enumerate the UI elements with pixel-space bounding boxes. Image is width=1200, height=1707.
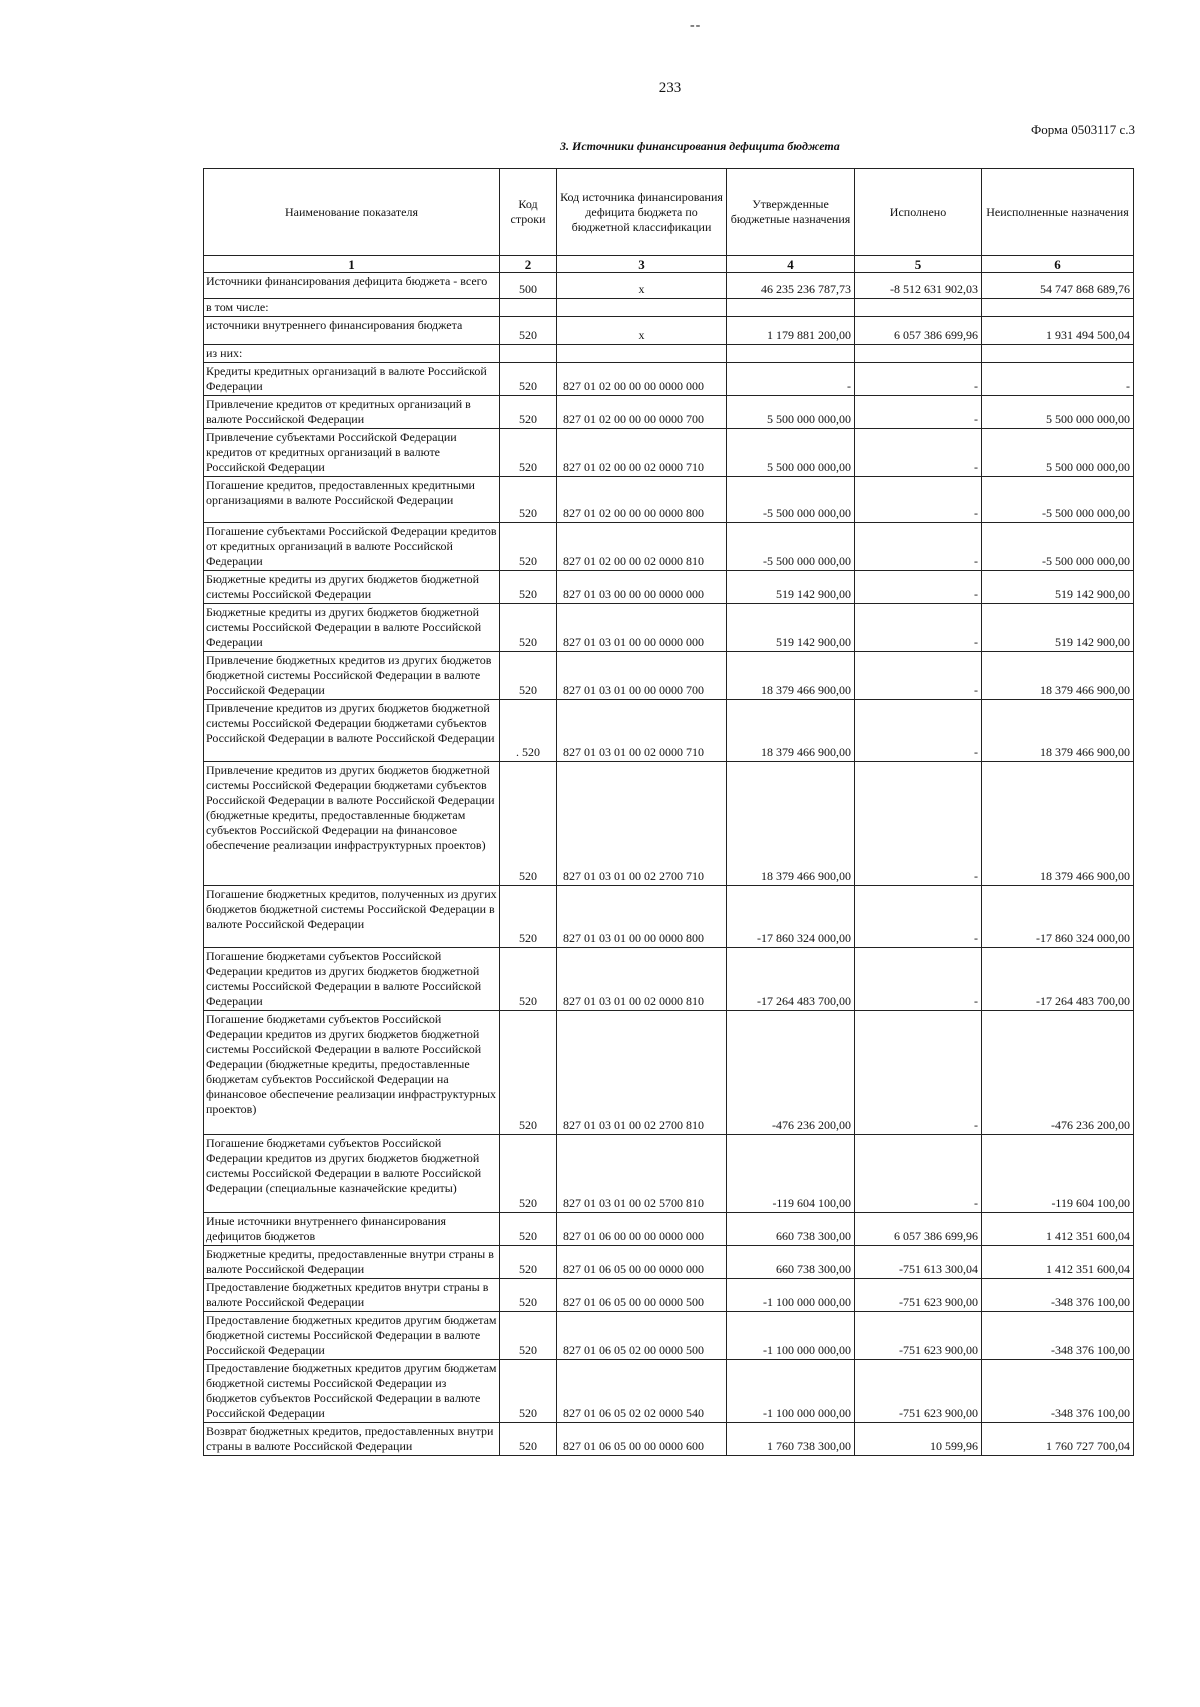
executed-amount: - <box>855 363 982 396</box>
unexecuted-amount: 519 142 900,00 <box>982 571 1134 604</box>
table-row <box>204 299 1134 317</box>
source-code: x <box>557 317 727 345</box>
approved-amount: -5 500 000 000,00 <box>727 477 855 523</box>
top-dash-mark: -- <box>690 18 702 33</box>
executed-amount: - <box>855 396 982 429</box>
approved-amount: 5 500 000 000,00 <box>727 429 855 477</box>
source-code: 827 01 06 05 02 02 0000 540 <box>557 1360 727 1423</box>
table-row <box>204 345 1134 363</box>
table-row <box>204 273 1134 299</box>
header-source-code: Код источника финансирования дефицита бюджета по бюджетной классификации <box>557 169 727 256</box>
approved-amount: -476 236 200,00 <box>727 1011 855 1135</box>
line-code: 520 <box>500 886 557 948</box>
table-row <box>204 571 1134 604</box>
executed-amount <box>855 345 982 363</box>
executed-amount: -751 623 900,00 <box>855 1360 982 1423</box>
source-code: 827 01 02 00 00 00 0000 700 <box>557 396 727 429</box>
indicator-name: Источники финансирования дефицита бюджета - всего <box>204 273 500 299</box>
indicator-name: Предоставление бюджетных кредитов внутри страны в валюте Российской Федерации <box>204 1279 500 1312</box>
table-row <box>204 1011 1134 1135</box>
column-number: 4 <box>727 256 855 273</box>
approved-amount <box>727 299 855 317</box>
column-number: 2 <box>500 256 557 273</box>
executed-amount: - <box>855 429 982 477</box>
indicator-name: Привлечение субъектами Российской Федерации кредитов от кредитных организаций в валюте Российской Федерации <box>204 429 500 477</box>
line-code: 520 <box>500 1011 557 1135</box>
source-code: 827 01 03 01 00 00 0000 800 <box>557 886 727 948</box>
approved-amount: -1 100 000 000,00 <box>727 1312 855 1360</box>
table-row <box>204 429 1134 477</box>
executed-amount: -751 613 300,04 <box>855 1246 982 1279</box>
indicator-name: в том числе: <box>204 299 500 317</box>
table-row <box>204 396 1134 429</box>
unexecuted-amount: -17 264 483 700,00 <box>982 948 1134 1011</box>
column-number: 3 <box>557 256 727 273</box>
approved-amount: -17 860 324 000,00 <box>727 886 855 948</box>
source-code: 827 01 06 05 00 00 0000 000 <box>557 1246 727 1279</box>
source-code: 827 01 02 00 00 02 0000 810 <box>557 523 727 571</box>
approved-amount: 18 379 466 900,00 <box>727 652 855 700</box>
line-code: 520 <box>500 762 557 886</box>
line-code: 520 <box>500 1213 557 1246</box>
column-number: 1 <box>204 256 500 273</box>
executed-amount: -751 623 900,00 <box>855 1279 982 1312</box>
table-row <box>204 1423 1134 1456</box>
executed-amount: - <box>855 571 982 604</box>
indicator-name: Погашение бюджетами субъектов Российской Федерации кредитов из других бюджетов бюджетной системы Российской Федерации в валюте Российской Федерации (специальные казначейские кредиты) <box>204 1135 500 1213</box>
executed-amount: - <box>855 700 982 762</box>
indicator-name: Возврат бюджетных кредитов, предоставленных внутри страны в валюте Российской Федерации <box>204 1423 500 1456</box>
approved-amount: 46 235 236 787,73 <box>727 273 855 299</box>
executed-amount: 6 057 386 699,96 <box>855 1213 982 1246</box>
header-approved: Утвержденные бюджетные назначения <box>727 169 855 256</box>
source-code: 827 01 03 00 00 00 0000 000 <box>557 571 727 604</box>
indicator-name: Иные источники внутреннего финансирования дефицитов бюджетов <box>204 1213 500 1246</box>
approved-amount: 1 179 881 200,00 <box>727 317 855 345</box>
source-code: 827 01 02 00 00 00 0000 000 <box>557 363 727 396</box>
approved-amount: -1 100 000 000,00 <box>727 1279 855 1312</box>
approved-amount: -5 500 000 000,00 <box>727 523 855 571</box>
indicator-name: Погашение бюджетных кредитов, полученных из других бюджетов бюджетной системы Российской Федерации в валюте Российской Федерации <box>204 886 500 948</box>
section-title: 3. Источники финансирования дефицита бюджета <box>560 139 840 153</box>
executed-amount: - <box>855 1135 982 1213</box>
approved-amount: -17 264 483 700,00 <box>727 948 855 1011</box>
line-code: 520 <box>500 1423 557 1456</box>
table-row <box>204 1246 1134 1279</box>
unexecuted-amount: -348 376 100,00 <box>982 1279 1134 1312</box>
source-code: 827 01 06 05 00 00 0000 500 <box>557 1279 727 1312</box>
header-unexecuted: Неисполненные назначения <box>982 169 1134 256</box>
approved-amount: 519 142 900,00 <box>727 571 855 604</box>
source-code: 827 01 03 01 00 00 0000 700 <box>557 652 727 700</box>
unexecuted-amount: 1 412 351 600,04 <box>982 1246 1134 1279</box>
indicator-name: Привлечение кредитов из других бюджетов бюджетной системы Российской Федерации бюджетами субъектов Российской Федерации в валюте Российской Федерации <box>204 700 500 762</box>
table-row <box>204 1279 1134 1312</box>
header-indicator-name: Наименование показателя <box>204 169 500 256</box>
source-code: 827 01 06 05 02 00 0000 500 <box>557 1312 727 1360</box>
unexecuted-amount: 18 379 466 900,00 <box>982 652 1134 700</box>
indicator-name: Привлечение кредитов из других бюджетов бюджетной системы Российской Федерации бюджетами субъектов Российской Федерации в валюте Российской Федерации (бюджетные кредиты, предоставленные бюджетам субъектов Российской Федерации на финансовое обеспечение реализации инфраструктурных проектов) <box>204 762 500 886</box>
approved-amount: 18 379 466 900,00 <box>727 700 855 762</box>
source-code: 827 01 03 01 00 00 0000 000 <box>557 604 727 652</box>
line-code: 520 <box>500 652 557 700</box>
table-body <box>204 273 1134 1456</box>
indicator-name: из них: <box>204 345 500 363</box>
unexecuted-amount: - <box>982 363 1134 396</box>
line-code: 520 <box>500 1312 557 1360</box>
source-code: 827 01 03 01 00 02 0000 810 <box>557 948 727 1011</box>
approved-amount: -119 604 100,00 <box>727 1135 855 1213</box>
line-code <box>500 299 557 317</box>
source-code: x <box>557 273 727 299</box>
approved-amount: -1 100 000 000,00 <box>727 1360 855 1423</box>
source-code: 827 01 02 00 00 00 0000 800 <box>557 477 727 523</box>
table-header-row <box>204 169 1134 256</box>
line-code: . 520 <box>500 700 557 762</box>
table-row <box>204 363 1134 396</box>
source-code: 827 01 03 01 00 02 0000 710 <box>557 700 727 762</box>
source-code: 827 01 02 00 00 02 0000 710 <box>557 429 727 477</box>
executed-amount: -8 512 631 902,03 <box>855 273 982 299</box>
executed-amount: 10 599,96 <box>855 1423 982 1456</box>
approved-amount: - <box>727 363 855 396</box>
unexecuted-amount <box>982 299 1134 317</box>
line-code: 520 <box>500 396 557 429</box>
line-code: 500 <box>500 273 557 299</box>
line-code: 520 <box>500 571 557 604</box>
line-code: 520 <box>500 948 557 1011</box>
unexecuted-amount: 5 500 000 000,00 <box>982 429 1134 477</box>
approved-amount: 519 142 900,00 <box>727 604 855 652</box>
unexecuted-amount: 18 379 466 900,00 <box>982 700 1134 762</box>
source-code <box>557 299 727 317</box>
executed-amount: -751 623 900,00 <box>855 1312 982 1360</box>
form-reference: Форма 0503117 с.3 <box>1030 122 1135 137</box>
executed-amount <box>855 299 982 317</box>
header-executed: Исполнено <box>855 169 982 256</box>
table-row <box>204 317 1134 345</box>
line-code: 520 <box>500 1135 557 1213</box>
unexecuted-amount: 1 412 351 600,04 <box>982 1213 1134 1246</box>
table-row <box>204 477 1134 523</box>
indicator-name: Привлечение кредитов от кредитных организаций в валюте Российской Федерации <box>204 396 500 429</box>
approved-amount: 5 500 000 000,00 <box>727 396 855 429</box>
indicator-name: Бюджетные кредиты из других бюджетов бюджетной системы Российской Федерации <box>204 571 500 604</box>
approved-amount: 18 379 466 900,00 <box>727 762 855 886</box>
executed-amount: - <box>855 1011 982 1135</box>
unexecuted-amount: 18 379 466 900,00 <box>982 762 1134 886</box>
source-code <box>557 345 727 363</box>
source-code: 827 01 06 05 00 00 0000 600 <box>557 1423 727 1456</box>
indicator-name: Погашение субъектами Российской Федерации кредитов от кредитных организаций в валюте Российской Федерации <box>204 523 500 571</box>
source-code: 827 01 03 01 00 02 2700 710 <box>557 762 727 886</box>
unexecuted-amount: -5 500 000 000,00 <box>982 523 1134 571</box>
unexecuted-amount: 1 931 494 500,04 <box>982 317 1134 345</box>
source-code: 827 01 03 01 00 02 2700 810 <box>557 1011 727 1135</box>
executed-amount: - <box>855 652 982 700</box>
table-row <box>204 886 1134 948</box>
indicator-name: Погашение кредитов, предоставленных кредитными организациями в валюте Российской Федерации <box>204 477 500 523</box>
table-row <box>204 523 1134 571</box>
executed-amount: 6 057 386 699,96 <box>855 317 982 345</box>
executed-amount: - <box>855 886 982 948</box>
unexecuted-amount: -119 604 100,00 <box>982 1135 1134 1213</box>
indicator-name: Погашение бюджетами субъектов Российской Федерации кредитов из других бюджетов бюджетной системы Российской Федерации в валюте Российской Федерации (бюджетные кредиты, предоставленные бюджетам субъектов Российской Федерации на финансовое обеспечение реализации инфраструктурных проектов) <box>204 1011 500 1135</box>
line-code: 520 <box>500 604 557 652</box>
source-code: 827 01 03 01 00 02 5700 810 <box>557 1135 727 1213</box>
unexecuted-amount <box>982 345 1134 363</box>
financing-sources-table <box>203 168 1134 1456</box>
unexecuted-amount: 54 747 868 689,76 <box>982 273 1134 299</box>
column-number: 5 <box>855 256 982 273</box>
table-row <box>204 652 1134 700</box>
unexecuted-amount: -348 376 100,00 <box>982 1360 1134 1423</box>
approved-amount: 660 738 300,00 <box>727 1213 855 1246</box>
line-code: 520 <box>500 1246 557 1279</box>
indicator-name: Бюджетные кредиты из других бюджетов бюджетной системы Российской Федерации в валюте Российской Федерации <box>204 604 500 652</box>
column-number: 6 <box>982 256 1134 273</box>
table-row <box>204 1213 1134 1246</box>
line-code: 520 <box>500 1360 557 1423</box>
approved-amount <box>727 345 855 363</box>
executed-amount: - <box>855 604 982 652</box>
indicator-name: Кредиты кредитных организаций в валюте Российской Федерации <box>204 363 500 396</box>
line-code: 520 <box>500 429 557 477</box>
unexecuted-amount: -17 860 324 000,00 <box>982 886 1134 948</box>
header-line-code: Код строки <box>500 169 557 256</box>
line-code: 520 <box>500 477 557 523</box>
table-row <box>204 604 1134 652</box>
unexecuted-amount: 5 500 000 000,00 <box>982 396 1134 429</box>
unexecuted-amount: -5 500 000 000,00 <box>982 477 1134 523</box>
approved-amount: 1 760 738 300,00 <box>727 1423 855 1456</box>
executed-amount: - <box>855 523 982 571</box>
executed-amount: - <box>855 948 982 1011</box>
indicator-name: Предоставление бюджетных кредитов другим бюджетам бюджетной системы Российской Федерации в валюте Российской Федерации <box>204 1312 500 1360</box>
page-number: 233 <box>658 80 682 96</box>
indicator-name: Бюджетные кредиты, предоставленные внутри страны в валюте Российской Федерации <box>204 1246 500 1279</box>
unexecuted-amount: -348 376 100,00 <box>982 1312 1134 1360</box>
indicator-name: источники внутреннего финансирования бюджета <box>204 317 500 345</box>
table-row <box>204 1135 1134 1213</box>
table-row <box>204 700 1134 762</box>
indicator-name: Погашение бюджетами субъектов Российской Федерации кредитов из других бюджетов бюджетной системы Российской Федерации в валюте Российской Федерации <box>204 948 500 1011</box>
approved-amount: 660 738 300,00 <box>727 1246 855 1279</box>
table-row <box>204 1312 1134 1360</box>
unexecuted-amount: 519 142 900,00 <box>982 604 1134 652</box>
table-row <box>204 762 1134 886</box>
indicator-name: Предоставление бюджетных кредитов другим бюджетам бюджетной системы Российской Федерации из бюджетов субъектов Российской Федерации в валюте Российской Федерации <box>204 1360 500 1423</box>
line-code <box>500 345 557 363</box>
line-code: 520 <box>500 317 557 345</box>
unexecuted-amount: -476 236 200,00 <box>982 1011 1134 1135</box>
table-row <box>204 1360 1134 1423</box>
executed-amount: - <box>855 477 982 523</box>
source-code: 827 01 06 00 00 00 0000 000 <box>557 1213 727 1246</box>
unexecuted-amount: 1 760 727 700,04 <box>982 1423 1134 1456</box>
indicator-name: Привлечение бюджетных кредитов из других бюджетов бюджетной системы Российской Федерации в валюте Российской Федерации <box>204 652 500 700</box>
table-row <box>204 948 1134 1011</box>
line-code: 520 <box>500 523 557 571</box>
line-code: 520 <box>500 363 557 396</box>
executed-amount: - <box>855 762 982 886</box>
column-number-row <box>204 256 1134 273</box>
line-code: 520 <box>500 1279 557 1312</box>
